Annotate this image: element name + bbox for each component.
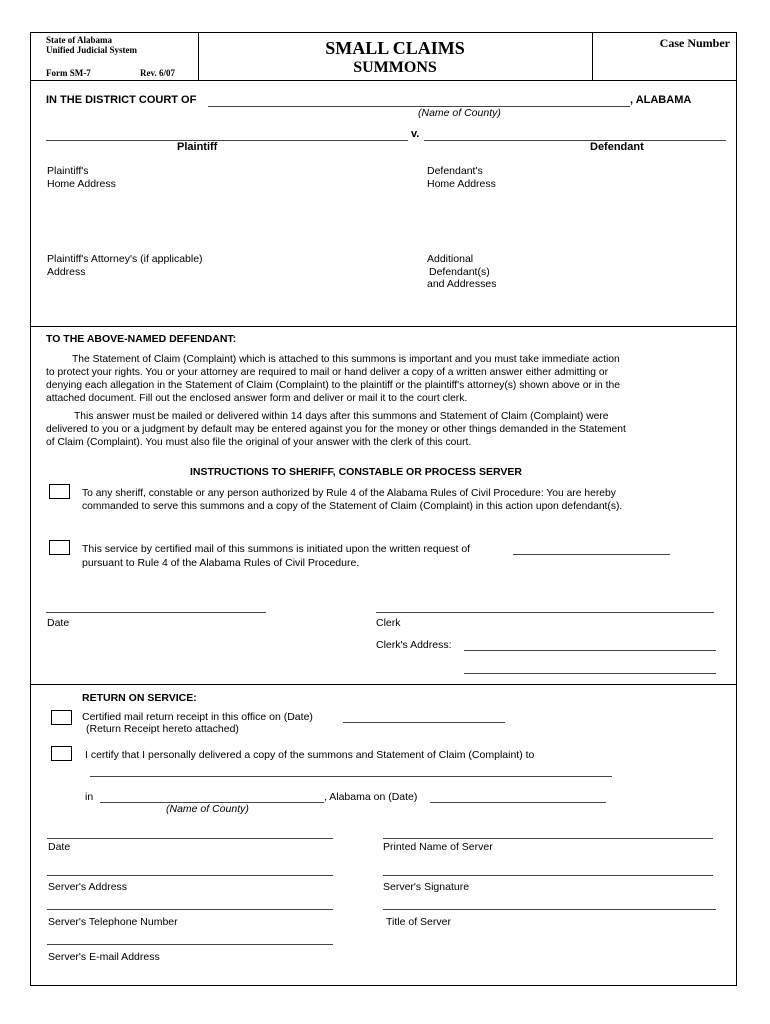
notice-paragraph-1: The Statement of Claim (Complaint) which is attached to this summons is important and you must take immediate action to protect your rights. You or your attorney are required to mail or hand deliver a copy of a written answer either admitting or denying each allegation in the Statement of Claim (Complaint) to the plaintiff or the plaintiff's attorney(s) shown above or in the attached document. Fill out the enclosed answer form and deliver or mail it to the court clerk. (46, 354, 620, 404)
notice-heading: TO THE ABOVE-NAMED DEFENDANT: (46, 333, 237, 345)
plaintiff-address-label: Plaintiff's Home Address (47, 165, 116, 190)
server-email-label: Server's E-mail Address (48, 951, 160, 963)
clerk-address-field-1[interactable] (464, 650, 716, 651)
return-receipt-checkbox[interactable] (51, 710, 72, 725)
printed-name-label: Printed Name of Server (383, 841, 493, 853)
header-divider (30, 80, 737, 81)
additional-defendants-label: Additional Defendant(s) and Addresses (427, 253, 497, 290)
in-label: in (85, 791, 94, 803)
alabama-label: , ALABAMA (630, 94, 692, 106)
server-signature-line[interactable] (383, 875, 713, 876)
plaintiff-label: Plaintiff (177, 141, 218, 153)
form-revision: Rev. 6/07 (140, 68, 175, 78)
versus-label: v. (411, 128, 420, 140)
clerk-address-label: Clerk's Address: (376, 639, 452, 651)
date-label: Date (47, 617, 70, 629)
form-subtitle: SUMMONS (353, 59, 437, 76)
case-number-label: Case Number (659, 36, 730, 50)
personal-delivery-text: I certify that I personally delivered a copy of the summons and Statement of Claim (Complaint) to (85, 749, 535, 761)
certified-mail-rule-text: pursuant to Rule 4 of the Alabama Rules of Civil Procedure. (82, 557, 360, 569)
clerk-signature-line[interactable] (376, 612, 714, 613)
sheriff-service-text: To any sheriff, constable or any person authorized by Rule 4 of the Alabama Rules of Civil Procedure: You are hereby commanded to serve this summons and a copy of the Statement of Claim (Complaint) in this action upon defendant(s). (82, 488, 623, 512)
alabama-on-date-label: , Alabama on (Date) (324, 791, 418, 803)
server-title-label: Title of Server (386, 916, 451, 928)
certified-mail-checkbox[interactable] (49, 540, 70, 555)
defendant-address-label: Defendant's Home Address (427, 165, 496, 190)
system-label: Unified Judicial System (46, 45, 138, 55)
service-county-caption: (Name of County) (166, 803, 249, 815)
delivered-to-field[interactable] (90, 776, 612, 777)
server-email-line[interactable] (47, 944, 333, 945)
clerk-label: Clerk (376, 617, 401, 629)
defendant-label: Defendant (590, 141, 644, 153)
server-address-line[interactable] (47, 875, 333, 876)
receipt-date-field[interactable] (343, 722, 505, 723)
defendant-field[interactable] (424, 140, 726, 141)
date-signature-line[interactable] (46, 612, 266, 613)
server-title-line[interactable] (383, 909, 716, 910)
state-label: State of Alabama (46, 35, 112, 45)
county-caption: (Name of County) (418, 107, 501, 119)
return-date-line[interactable] (47, 838, 333, 839)
certified-mail-text: This service by certified mail of this summons is initiated upon the written request of (82, 543, 471, 555)
server-address-label: Server's Address (48, 881, 128, 893)
sheriff-service-checkbox[interactable] (49, 484, 70, 499)
notice-paragraph-2: This answer must be mailed or delivered within 14 days after this summons and Statement of Claim (Complaint) were delivered to you or a judgment by default may be entered against you for the money or other things demanded in the Statement of Claim (Complaint). You must also file the original of your answer with the clerk of this court. (46, 411, 626, 448)
district-court-label: IN THE DISTRICT COURT OF (46, 94, 197, 106)
return-heading: RETURN ON SERVICE: (82, 692, 197, 704)
clerk-address-field-2[interactable] (464, 673, 716, 674)
return-divider (30, 684, 737, 685)
plaintiff-field[interactable] (46, 140, 408, 141)
return-date-label: Date (48, 841, 71, 853)
return-receipt-text: Certified mail return receipt in this office on (Date) (82, 711, 313, 723)
header-right-divider (592, 32, 593, 80)
personal-delivery-checkbox[interactable] (51, 746, 72, 761)
service-date-field[interactable] (430, 802, 606, 803)
attorney-address-label: Plaintiff's Attorney's (if applicable) Address (47, 253, 203, 278)
form-title: SMALL CLAIMS (325, 38, 465, 58)
notice-divider (30, 326, 737, 327)
server-phone-line[interactable] (47, 909, 333, 910)
return-receipt-note: (Return Receipt hereto attached) (86, 723, 239, 735)
server-signature-label: Server's Signature (383, 881, 470, 893)
requester-field[interactable] (513, 554, 670, 555)
server-phone-label: Server's Telephone Number (48, 916, 178, 928)
instructions-heading: INSTRUCTIONS TO SHERIFF, CONSTABLE OR PROCESS SERVER (190, 466, 522, 478)
form-number: Form SM-7 (46, 68, 91, 78)
printed-name-line[interactable] (383, 838, 713, 839)
